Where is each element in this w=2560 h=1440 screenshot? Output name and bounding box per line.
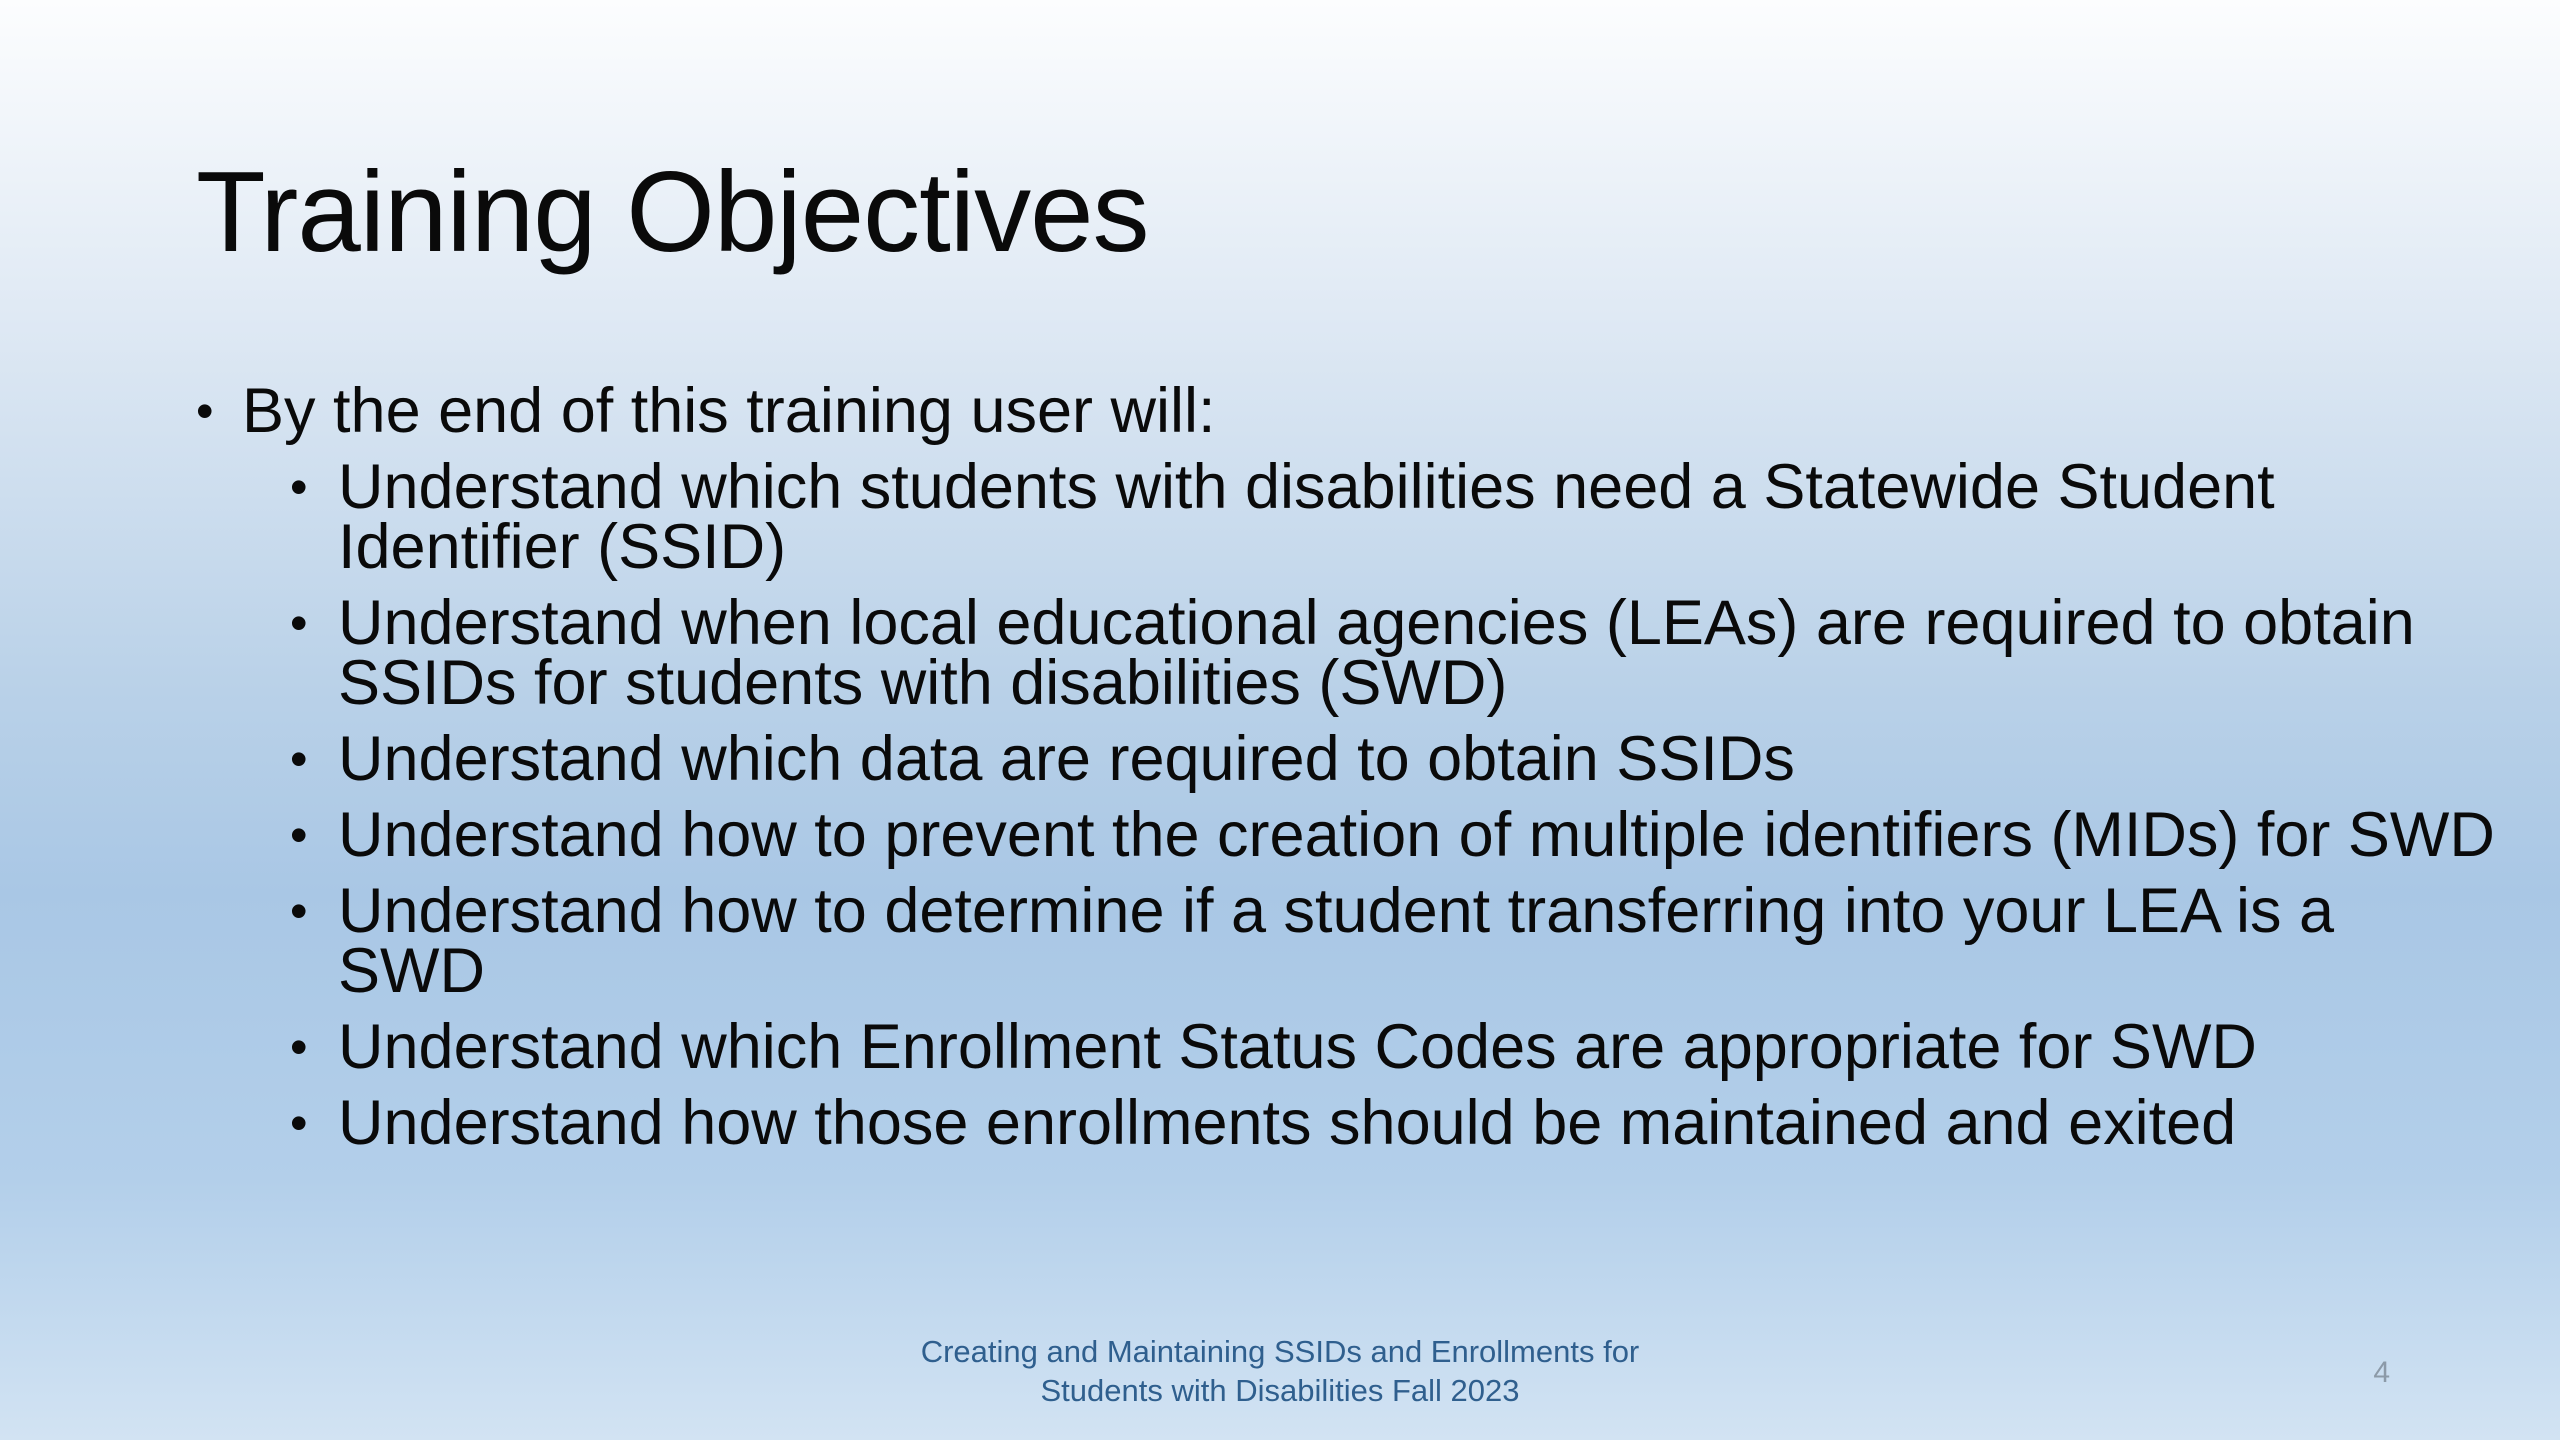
objective-item — [290, 800, 2508, 870]
objective-text: Understand when local educational agencies (LEAs) are required to obtain SSIDs for students with disabilities (SWD) — [338, 588, 2415, 718]
objective-item — [290, 724, 2458, 794]
objective-text: Understand which Enrollment Status Codes are appropriate for SWD — [338, 1012, 2257, 1082]
objective-item — [290, 876, 2458, 1006]
slide-content — [196, 376, 2495, 1169]
bullet-icon: • — [290, 459, 308, 515]
bullet-icon: • — [290, 1019, 308, 1075]
objective-item — [290, 452, 2458, 582]
objective-text: Understand which data are required to obtain SSIDs — [338, 724, 1795, 794]
bullet-icon: • — [290, 807, 308, 863]
lead-bullet — [196, 376, 2436, 446]
objective-text: Understand how those enrollments should be maintained and exited — [338, 1088, 2237, 1158]
footer-line-1: Creating and Maintaining SSIDs and Enrollments for — [920, 1334, 1640, 1369]
objective-item — [290, 588, 2458, 718]
page-number: 4 — [2373, 1356, 2390, 1389]
bullet-icon: • — [290, 1095, 308, 1151]
objective-text: Understand how to determine if a student transferring into your LEA is a SWD — [338, 876, 2370, 1006]
footer-line-2: Students with Disabilities Fall 2023 — [1040, 1373, 1520, 1408]
objective-text: Understand how to prevent the creation of multiple identifiers (MIDs) for SWD — [338, 800, 2495, 870]
objective-item — [290, 1012, 2458, 1082]
objectives-list — [196, 452, 2495, 1158]
slide-title: Training Objectives — [196, 149, 1149, 276]
objective-item — [290, 1088, 2458, 1158]
objective-text: Understand which students with disabilities need a Statewide Student Identifier (SSID) — [338, 452, 2275, 582]
bullet-icon: • — [290, 731, 308, 787]
slide-footer — [860, 1332, 1700, 1410]
bullet-icon: • — [196, 383, 214, 439]
lead-text: By the end of this training user will: — [242, 376, 1216, 446]
bullet-icon: • — [290, 595, 308, 651]
bullet-icon: • — [290, 883, 308, 939]
